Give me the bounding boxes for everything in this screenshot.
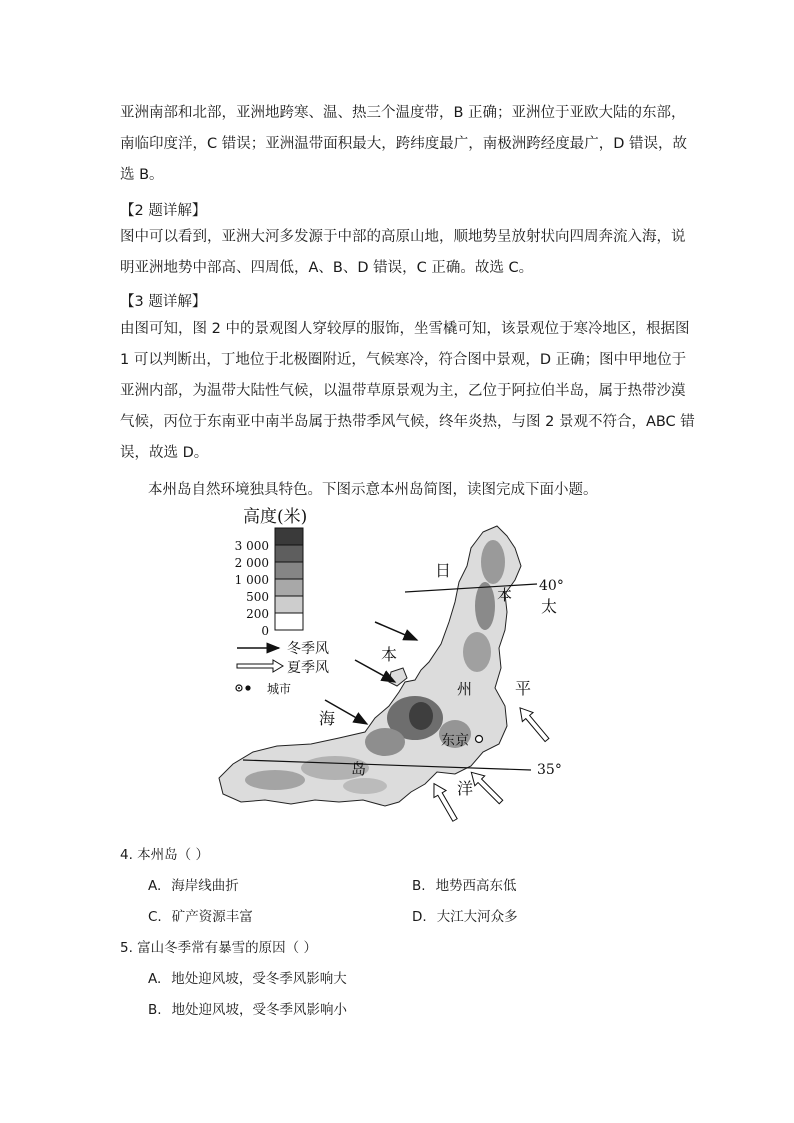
text-line: 图中可以看到，亚洲大河多发源于中部的高原山地，顺地势呈放射状向四周奔流入海，说 [120, 229, 686, 245]
legend-swatch-200 [275, 596, 303, 613]
legend-label: 1 000 [234, 573, 269, 587]
ocean-label-tai: 太 [541, 597, 558, 616]
text-line: 误，故选 D。 [120, 445, 209, 461]
legend-swatch-500 [275, 579, 303, 596]
legend-swatch-0 [275, 613, 303, 630]
legend-label: 2 000 [234, 556, 269, 570]
legend-title: 高度(米) [243, 507, 308, 527]
ocean-label-ping: 平 [515, 679, 532, 698]
answer-part3 [120, 314, 695, 469]
summer-monsoon-legend-arrow [237, 660, 283, 672]
q5-option-a[interactable] [148, 967, 347, 987]
heading-question-3: 【3 题详解】 [120, 294, 207, 310]
option-letter: A. [148, 878, 162, 894]
city-dot-icon [245, 685, 250, 690]
legend-label: 3 000 [234, 539, 269, 553]
option-letter: B. [412, 878, 426, 894]
answer-part1 [120, 98, 688, 191]
sea-label-hai: 海 [319, 709, 336, 728]
text-line: 由图可知，图 2 中的景观图人穿较厚的服饰，坐雪橇可知，该景观位于寒冷地区，根据图 [120, 321, 690, 337]
q4-option-d[interactable] [412, 905, 518, 925]
island-label-ben: 本 [497, 586, 513, 604]
city-legend-label: 城市 [267, 682, 292, 696]
winter-monsoon-label: 冬季风 [287, 641, 329, 657]
text-line: 明亚洲地势中部高、四周低，A、B、D 错误，C 正确。故选 C。 [120, 260, 534, 276]
option-text: 地处迎风坡，受冬季风影响大 [171, 971, 347, 987]
q5-option-b[interactable] [148, 998, 347, 1018]
tokyo-label: 东京 [441, 733, 469, 749]
legend-swatch-1000 [275, 562, 303, 579]
sea-label-ri: 日 [435, 561, 452, 580]
text-line: 选 B。 [120, 167, 164, 183]
option-text: 地势西高东低 [435, 878, 517, 894]
option-text: 海岸线曲折 [171, 878, 239, 894]
heading-question-2: 【2 题详解】 [120, 203, 207, 219]
intro-text: 本州岛自然环境独具特色。下图示意本州岛简图，读图完成下面小题。 [148, 482, 598, 498]
option-letter: B. [148, 1002, 162, 1018]
city-dot-icon [238, 687, 240, 689]
summer-monsoon-label: 夏季风 [287, 660, 329, 676]
option-letter: A. [148, 971, 162, 987]
text-line: 气候，丙位于东南亚中南半岛属于热带季风气候，终年炎热，与图 2 景观不符合，ABC 错 [120, 414, 695, 430]
island-label-zhou: 州 [457, 680, 473, 698]
legend-label: 0 [261, 624, 269, 638]
legend-label: 200 [246, 607, 269, 621]
legend-swatch-3000 [275, 528, 303, 545]
question-4-stem: 4. 本州岛（ ） [120, 847, 209, 863]
q4-option-c[interactable] [148, 905, 253, 925]
q4-option-b[interactable] [412, 874, 517, 894]
question-5-stem: 5. 富山冬季常有暴雪的原因（ ） [120, 940, 317, 956]
answer-part2 [120, 222, 686, 284]
option-letter: C. [148, 909, 162, 925]
elevation-legend [235, 528, 303, 638]
tokyo-city-marker [476, 736, 483, 743]
sea-label-ben: 本 [381, 645, 398, 664]
latitude-label-40: 40° [539, 578, 564, 594]
option-text: 地处迎风坡，受冬季风影响小 [171, 1002, 348, 1018]
text-line: 南临印度洋，C 错误；亚洲温带面积最大，跨纬度最广，南极洲跨经度最广，D 错误，故 [120, 136, 688, 152]
text-line: 亚洲内部，为温带大陆性气候，以温带草原景观为主，乙位于阿拉伯半岛，属于热带沙漠 [120, 383, 686, 399]
winter-monsoon-arrow [375, 622, 417, 640]
option-text: 矿产资源丰富 [171, 909, 253, 925]
legend-label: 500 [246, 590, 269, 604]
ocean-label-yang: 洋 [457, 779, 474, 798]
legend-swatch-2000 [275, 545, 303, 562]
q4-option-a[interactable] [148, 874, 239, 894]
island-label-dao: 岛 [351, 760, 367, 778]
option-letter: D. [412, 909, 427, 925]
summer-monsoon-arrow [515, 703, 553, 744]
option-text: 大江大河众多 [436, 909, 518, 925]
text-line: 亚洲南部和北部，亚洲地跨寒、温、热三个温度带，B 正确；亚洲位于亚欧大陆的东部， [120, 105, 686, 121]
honshu-map [215, 502, 585, 832]
text-line: 1 可以判断出，丁地位于北极圈附近，气候寒冷，符合图中景观，D 正确；图中甲地位于 [120, 352, 687, 368]
latitude-label-35: 35° [537, 762, 562, 778]
